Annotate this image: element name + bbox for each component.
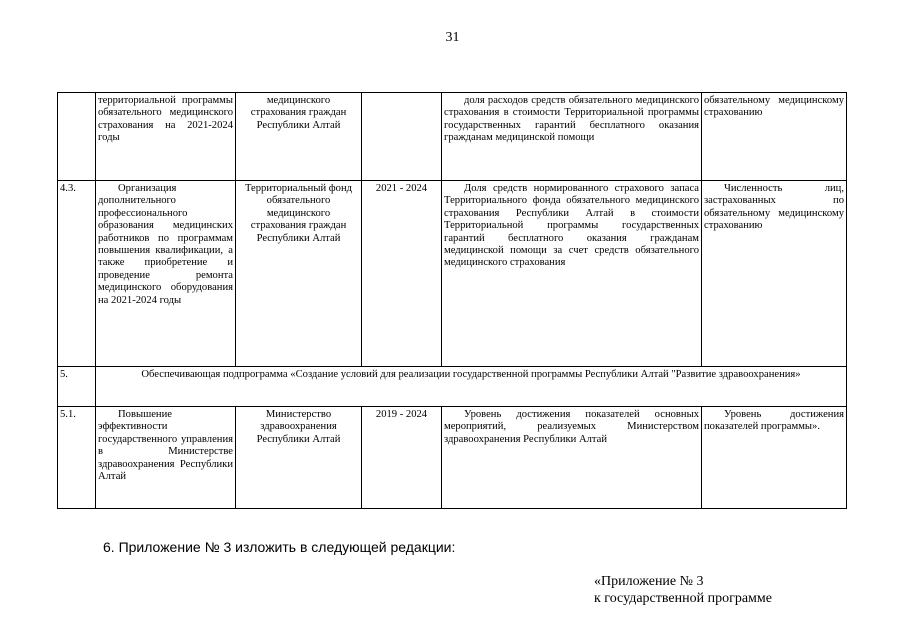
result: Уровень достижения показателей программы». [702, 407, 847, 509]
row-number: 4.3. [58, 181, 96, 367]
executor: Территориальный фонд обязательного медицинского страхования граждан Республики Алтай [236, 181, 362, 367]
table-row [58, 93, 847, 181]
years: 2019 - 2024 [362, 407, 442, 509]
table-row [58, 407, 847, 509]
subprogram-title: Обеспечивающая подпрограмма «Создание условий для реализации государственной программы Республики Алтай "Развитие здравоохранения» [96, 367, 847, 407]
amendment-paragraph: 6. Приложение № 3 изложить в следующей редакции: [103, 539, 456, 555]
measures-table [57, 92, 847, 509]
indicator: доля расходов средств обязательного медицинского страхования в стоимости Территориальной программы государственных гарантий бесплатного оказания гражданам медицинской помощи [442, 93, 702, 181]
measure-name: территориальной программы обязательного медицинского страхования на 2021-2024 годы [96, 93, 236, 181]
appendix-header [594, 573, 772, 607]
row-number: 5.1. [58, 407, 96, 509]
result: Численность лиц, застрахованных по обязательному медицинскому страхованию [702, 181, 847, 367]
measure-name: Повышение эффективности государственного управления в Министерстве здравоохранения Республики Алтай [96, 407, 236, 509]
table-row [58, 181, 847, 367]
page-number: 31 [445, 30, 460, 45]
years [362, 93, 442, 181]
measure-name: Организация дополнительного профессионального образования медицинских работников по программам повышения квалификации, а также приобретение и проведение ремонта медицинского оборудования на 2021-2024 годы [96, 181, 236, 367]
executor: Министерство здравоохранения Республики Алтай [236, 407, 362, 509]
executor: медицинского страхования граждан Республики Алтай [236, 93, 362, 181]
row-number [58, 93, 96, 181]
indicator: Уровень достижения показателей основных мероприятий, реализуемых Министерством здравоохранения Республики Алтай [442, 407, 702, 509]
appendix-title: «Приложение № 3 [594, 574, 704, 589]
appendix-subtitle: к государственной программе [594, 591, 772, 606]
table-row [58, 367, 847, 407]
row-number: 5. [58, 367, 96, 407]
result: обязательному медицинскому страхованию [702, 93, 847, 181]
years: 2021 - 2024 [362, 181, 442, 367]
indicator: Доля средств нормированного страхового запаса Территориального фонда обязательного медицинского страхования Республики Алтай в стоимости Территориальной программы государственных гарантий бесплатного оказания гражданам медицинской помощи за счет средств обязательного медицинского страхования [442, 181, 702, 367]
